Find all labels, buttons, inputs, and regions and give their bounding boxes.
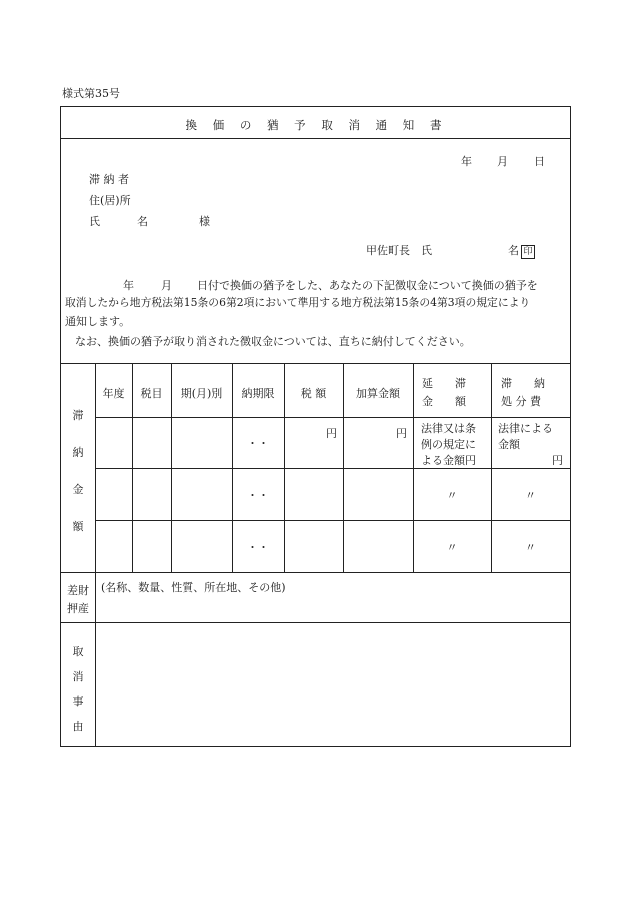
section-label-char-4: 額	[72, 520, 84, 533]
body-line-4: なお、換価の猶予が取り消された徴収金については、直ちに納付してください。	[75, 335, 471, 348]
form-number: 様式第35号	[62, 87, 120, 100]
header-year: 年度	[102, 387, 125, 400]
row1-disposal-line-2: 金額	[498, 438, 520, 451]
row2-delinquency-ditto: 〃	[446, 489, 458, 502]
row1-delinquency-line-3: よる金額円	[421, 454, 476, 467]
date-month-label: 月	[497, 155, 508, 168]
seized-label-1: 差財	[67, 584, 89, 597]
header-due-date: 納期限	[241, 387, 275, 400]
header-disposal-2: 処 分 費	[501, 395, 541, 408]
table-row-divider-2	[95, 520, 570, 521]
date-year-label: 年	[461, 155, 472, 168]
header-delinquency-2: 金 額	[422, 395, 466, 408]
honorific: 様	[199, 215, 210, 228]
date-day-label: 日	[534, 155, 545, 168]
row1-additional-unit: 円	[396, 427, 407, 440]
table-bottom-divider	[61, 572, 570, 573]
table-row-divider-1	[95, 468, 570, 469]
header-body-divider	[61, 363, 570, 364]
seized-bottom-divider	[61, 622, 570, 623]
row2-disposal-ditto: 〃	[525, 489, 536, 502]
row1-disposal-line-3: 円	[552, 454, 563, 467]
seal-mark: 印	[521, 245, 535, 259]
row3-disposal-ditto: 〃	[525, 541, 536, 554]
section-label-char-1: 滞	[72, 409, 84, 422]
seized-label-2: 押産	[67, 602, 89, 615]
body-year: 年	[123, 279, 134, 292]
reason-label-char-2: 消	[72, 670, 84, 683]
header-tax-item: 税目	[140, 387, 163, 400]
body-line-3: 通知します。	[65, 315, 131, 328]
body-line-1: 日付で換価の猶予をした、あなたの下記徴収金について換価の猶予を	[197, 279, 538, 292]
name-label-2: 名	[137, 215, 148, 228]
reason-label-char-3: 事	[72, 695, 84, 708]
row1-due-date: ・・	[247, 437, 269, 450]
body-line-2: 取消したから地方税法第15条の6第2項において準用する地方税法第15条の4第3項の規定により	[65, 296, 531, 309]
row3-due-date: ・・	[247, 541, 269, 554]
section-label-char-2: 納	[72, 446, 84, 459]
notice-form	[60, 106, 571, 747]
row3-delinquency-ditto: 〃	[446, 541, 458, 554]
section-label-char-3: 金	[72, 483, 84, 496]
header-additional: 加算金額	[356, 387, 400, 400]
taxpayer-label: 滞 納 者	[89, 173, 129, 186]
issuer-name-label	[508, 242, 535, 259]
seized-property-text: (名称、数量、性質、所在地、その他)	[101, 581, 286, 594]
issuer-label: 甲佐町長 氏	[366, 244, 432, 257]
header-period: 期(月)別	[180, 387, 223, 400]
row2-due-date: ・・	[247, 489, 269, 502]
header-tax-amount: 税 額	[300, 387, 327, 400]
row1-delinquency-line-1: 法律又は条	[421, 422, 476, 435]
document-title: 換 価 の 猶 予 取 消 通 知 書	[185, 118, 448, 132]
body-month: 月	[161, 279, 172, 292]
name-label-1: 氏	[89, 215, 100, 228]
reason-label-divider	[95, 622, 96, 746]
reason-label-char-4: 由	[72, 720, 84, 733]
header-disposal-1: 滞 納	[501, 377, 545, 390]
row1-disposal-line-1: 法律による	[498, 422, 553, 435]
header-delinquency-1: 延 滞	[422, 377, 466, 390]
address-label: 住(居)所	[89, 194, 131, 207]
issuer-name-text: 名	[508, 244, 519, 257]
table-header-divider	[95, 417, 570, 418]
seized-label-divider	[95, 572, 96, 622]
row1-tax-amount-unit: 円	[326, 427, 337, 440]
row1-delinquency-line-2: 例の規定に	[421, 438, 476, 451]
title-divider	[61, 138, 570, 139]
reason-label-char-1: 取	[72, 645, 84, 658]
